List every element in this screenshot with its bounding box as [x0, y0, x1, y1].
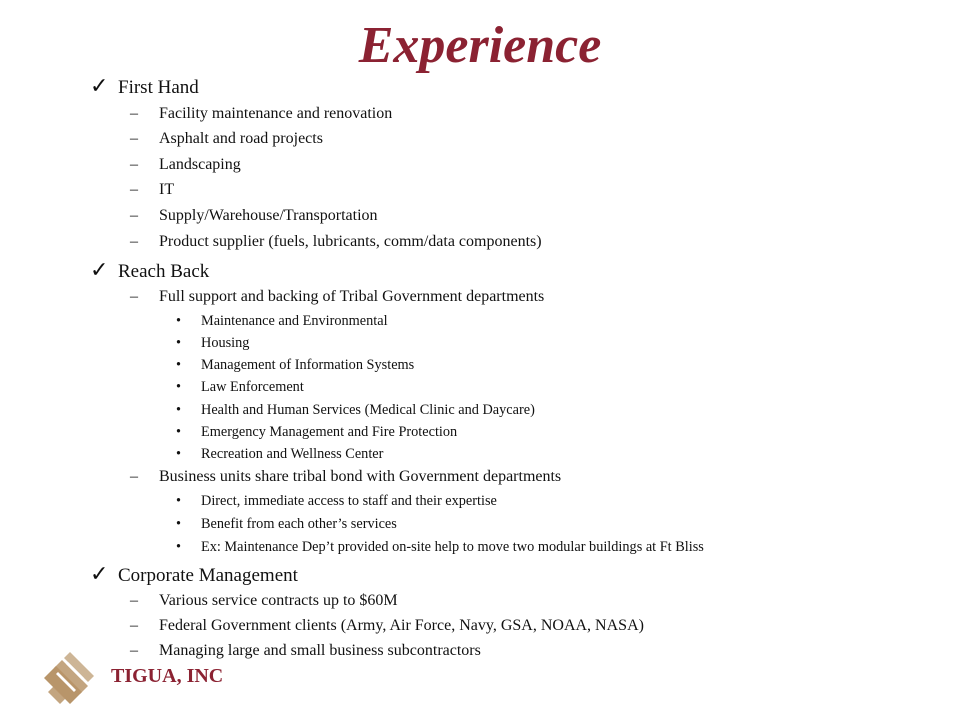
list-item: – Managing large and small business subcontractors	[130, 642, 481, 659]
tigua-logo-icon	[42, 652, 94, 704]
dash-bullet: –	[130, 288, 138, 305]
dash-bullet: –	[130, 181, 138, 198]
dot-bullet: •	[176, 379, 182, 395]
list-item: – Asphalt and road projects	[130, 130, 323, 147]
dash-bullet: –	[130, 130, 138, 147]
list-item: – Supply/Warehouse/Transportation	[130, 207, 378, 224]
dash-bullet: –	[130, 642, 138, 659]
sub-list-item: • Maintenance and Environmental	[176, 313, 388, 329]
dot-bullet: •	[176, 446, 182, 462]
list-item: – Full support and backing of Tribal Government departments	[130, 288, 545, 305]
dash-bullet: –	[130, 156, 138, 173]
sub-list-item: • Benefit from each other’s services	[176, 516, 397, 532]
section-heading: Corporate Management	[118, 565, 298, 586]
sub-list-item: • Management of Information Systems	[176, 357, 415, 373]
company-name: TIGUA, INC	[111, 665, 224, 687]
section-reach-back	[90, 259, 209, 283]
sub-list-item: • Ex: Maintenance Dep’t provided on-site help to move two modular buildings at Ft Bliss	[176, 539, 704, 555]
sub-list-item: • Housing	[176, 335, 250, 351]
dash-bullet: –	[130, 233, 138, 250]
dot-bullet: •	[176, 357, 182, 373]
section-first-hand	[90, 75, 199, 99]
dash-bullet: –	[130, 207, 138, 224]
checkmark-icon: ✓	[90, 561, 109, 586]
dot-bullet: •	[176, 335, 182, 351]
dot-bullet: •	[176, 493, 182, 509]
list-item: – Various service contracts up to $60M	[130, 592, 398, 609]
dot-bullet: •	[176, 539, 182, 555]
dot-bullet: •	[176, 313, 182, 329]
checkmark-icon: ✓	[90, 73, 109, 98]
sub-list-item: • Recreation and Wellness Center	[176, 446, 384, 462]
sub-list-item: • Emergency Management and Fire Protection	[176, 424, 458, 440]
sub-list-item: • Health and Human Services (Medical Clinic and Daycare)	[176, 402, 535, 418]
list-item: – Federal Government clients (Army, Air Force, Navy, GSA, NOAA, NASA)	[130, 617, 644, 634]
section-heading: Reach Back	[118, 261, 210, 282]
dot-bullet: •	[176, 402, 182, 418]
sub-list-item: • Law Enforcement	[176, 379, 304, 395]
list-item: – Landscaping	[130, 156, 241, 173]
dot-bullet: •	[176, 424, 182, 440]
dash-bullet: –	[130, 468, 138, 485]
list-item: – Facility maintenance and renovation	[130, 105, 393, 122]
list-item: – Product supplier (fuels, lubricants, comm/data components)	[130, 233, 542, 250]
dash-bullet: –	[130, 105, 138, 122]
list-item: – IT	[130, 181, 175, 198]
section-corporate-management	[90, 563, 298, 587]
dash-bullet: –	[130, 592, 138, 609]
sub-list-item: • Direct, immediate access to staff and their expertise	[176, 493, 497, 509]
dot-bullet: •	[176, 516, 182, 532]
checkmark-icon: ✓	[90, 257, 109, 282]
slide-title: Experience	[358, 17, 602, 74]
dash-bullet: –	[130, 617, 138, 634]
section-heading: First Hand	[118, 77, 199, 98]
list-item: – Business units share tribal bond with Government departments	[130, 468, 562, 485]
